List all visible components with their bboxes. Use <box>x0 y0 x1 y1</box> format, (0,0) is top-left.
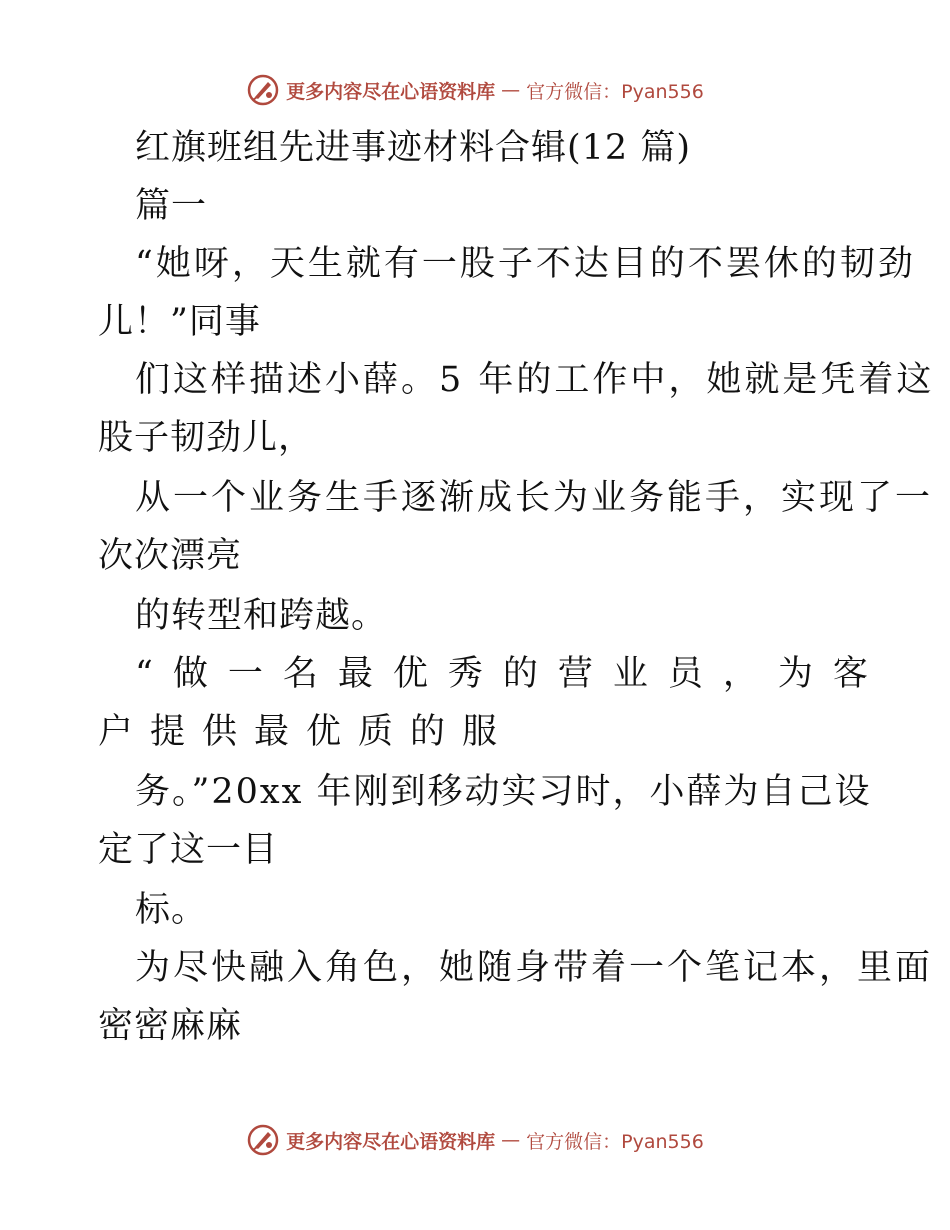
paragraph-line: 们这样描述小薛。5 年的工作中，她就是凭着这 <box>135 360 935 400</box>
paragraph-line: 为尽快融入角色，她随身带着一个笔记本，里面 <box>135 948 934 988</box>
watermark-site-text: 更多内容尽在心语资料库 <box>286 80 496 103</box>
paragraph-line: “做一名最优秀的营业员，为客 <box>135 654 888 694</box>
section-heading: 篇一 <box>135 186 208 226</box>
paragraph-line: 儿！”同事 <box>98 302 261 342</box>
quill-seal-icon <box>246 1123 280 1157</box>
paragraph-line: 务。”20xx 年刚到移动实习时，小薛为自己设 <box>135 772 872 812</box>
watermark-wechat-text: 官方微信：Pyan556 <box>526 80 704 103</box>
paragraph-line: 次次漂亮 <box>98 536 243 576</box>
footer-watermark <box>0 1120 950 1160</box>
paragraph-line: 的转型和跨越。 <box>135 596 388 636</box>
paragraph-line: 股子韧劲儿， <box>98 418 315 458</box>
header-watermark <box>0 70 950 110</box>
watermark-wechat-text: 官方微信：Pyan556 <box>526 1130 704 1153</box>
watermark-site-text: 更多内容尽在心语资料库 <box>286 1130 496 1153</box>
quill-seal-icon <box>246 73 280 107</box>
paragraph-line: 标。 <box>135 890 208 930</box>
paragraph-line: 密密麻麻 <box>98 1006 243 1046</box>
document-title: 红旗班组先进事迹材料合辑(12 篇) <box>135 128 691 168</box>
paragraph-line: 定了这一目 <box>98 830 279 870</box>
watermark-separator: — <box>501 1129 521 1151</box>
watermark-separator: — <box>501 79 521 101</box>
paragraph-line: “她呀，天生就有一股子不达目的不罢休的韧劲 <box>135 244 916 284</box>
paragraph-line: 户提供最优质的服 <box>98 712 515 752</box>
paragraph-line: 从一个业务生手逐渐成长为业务能手，实现了一 <box>135 478 934 518</box>
